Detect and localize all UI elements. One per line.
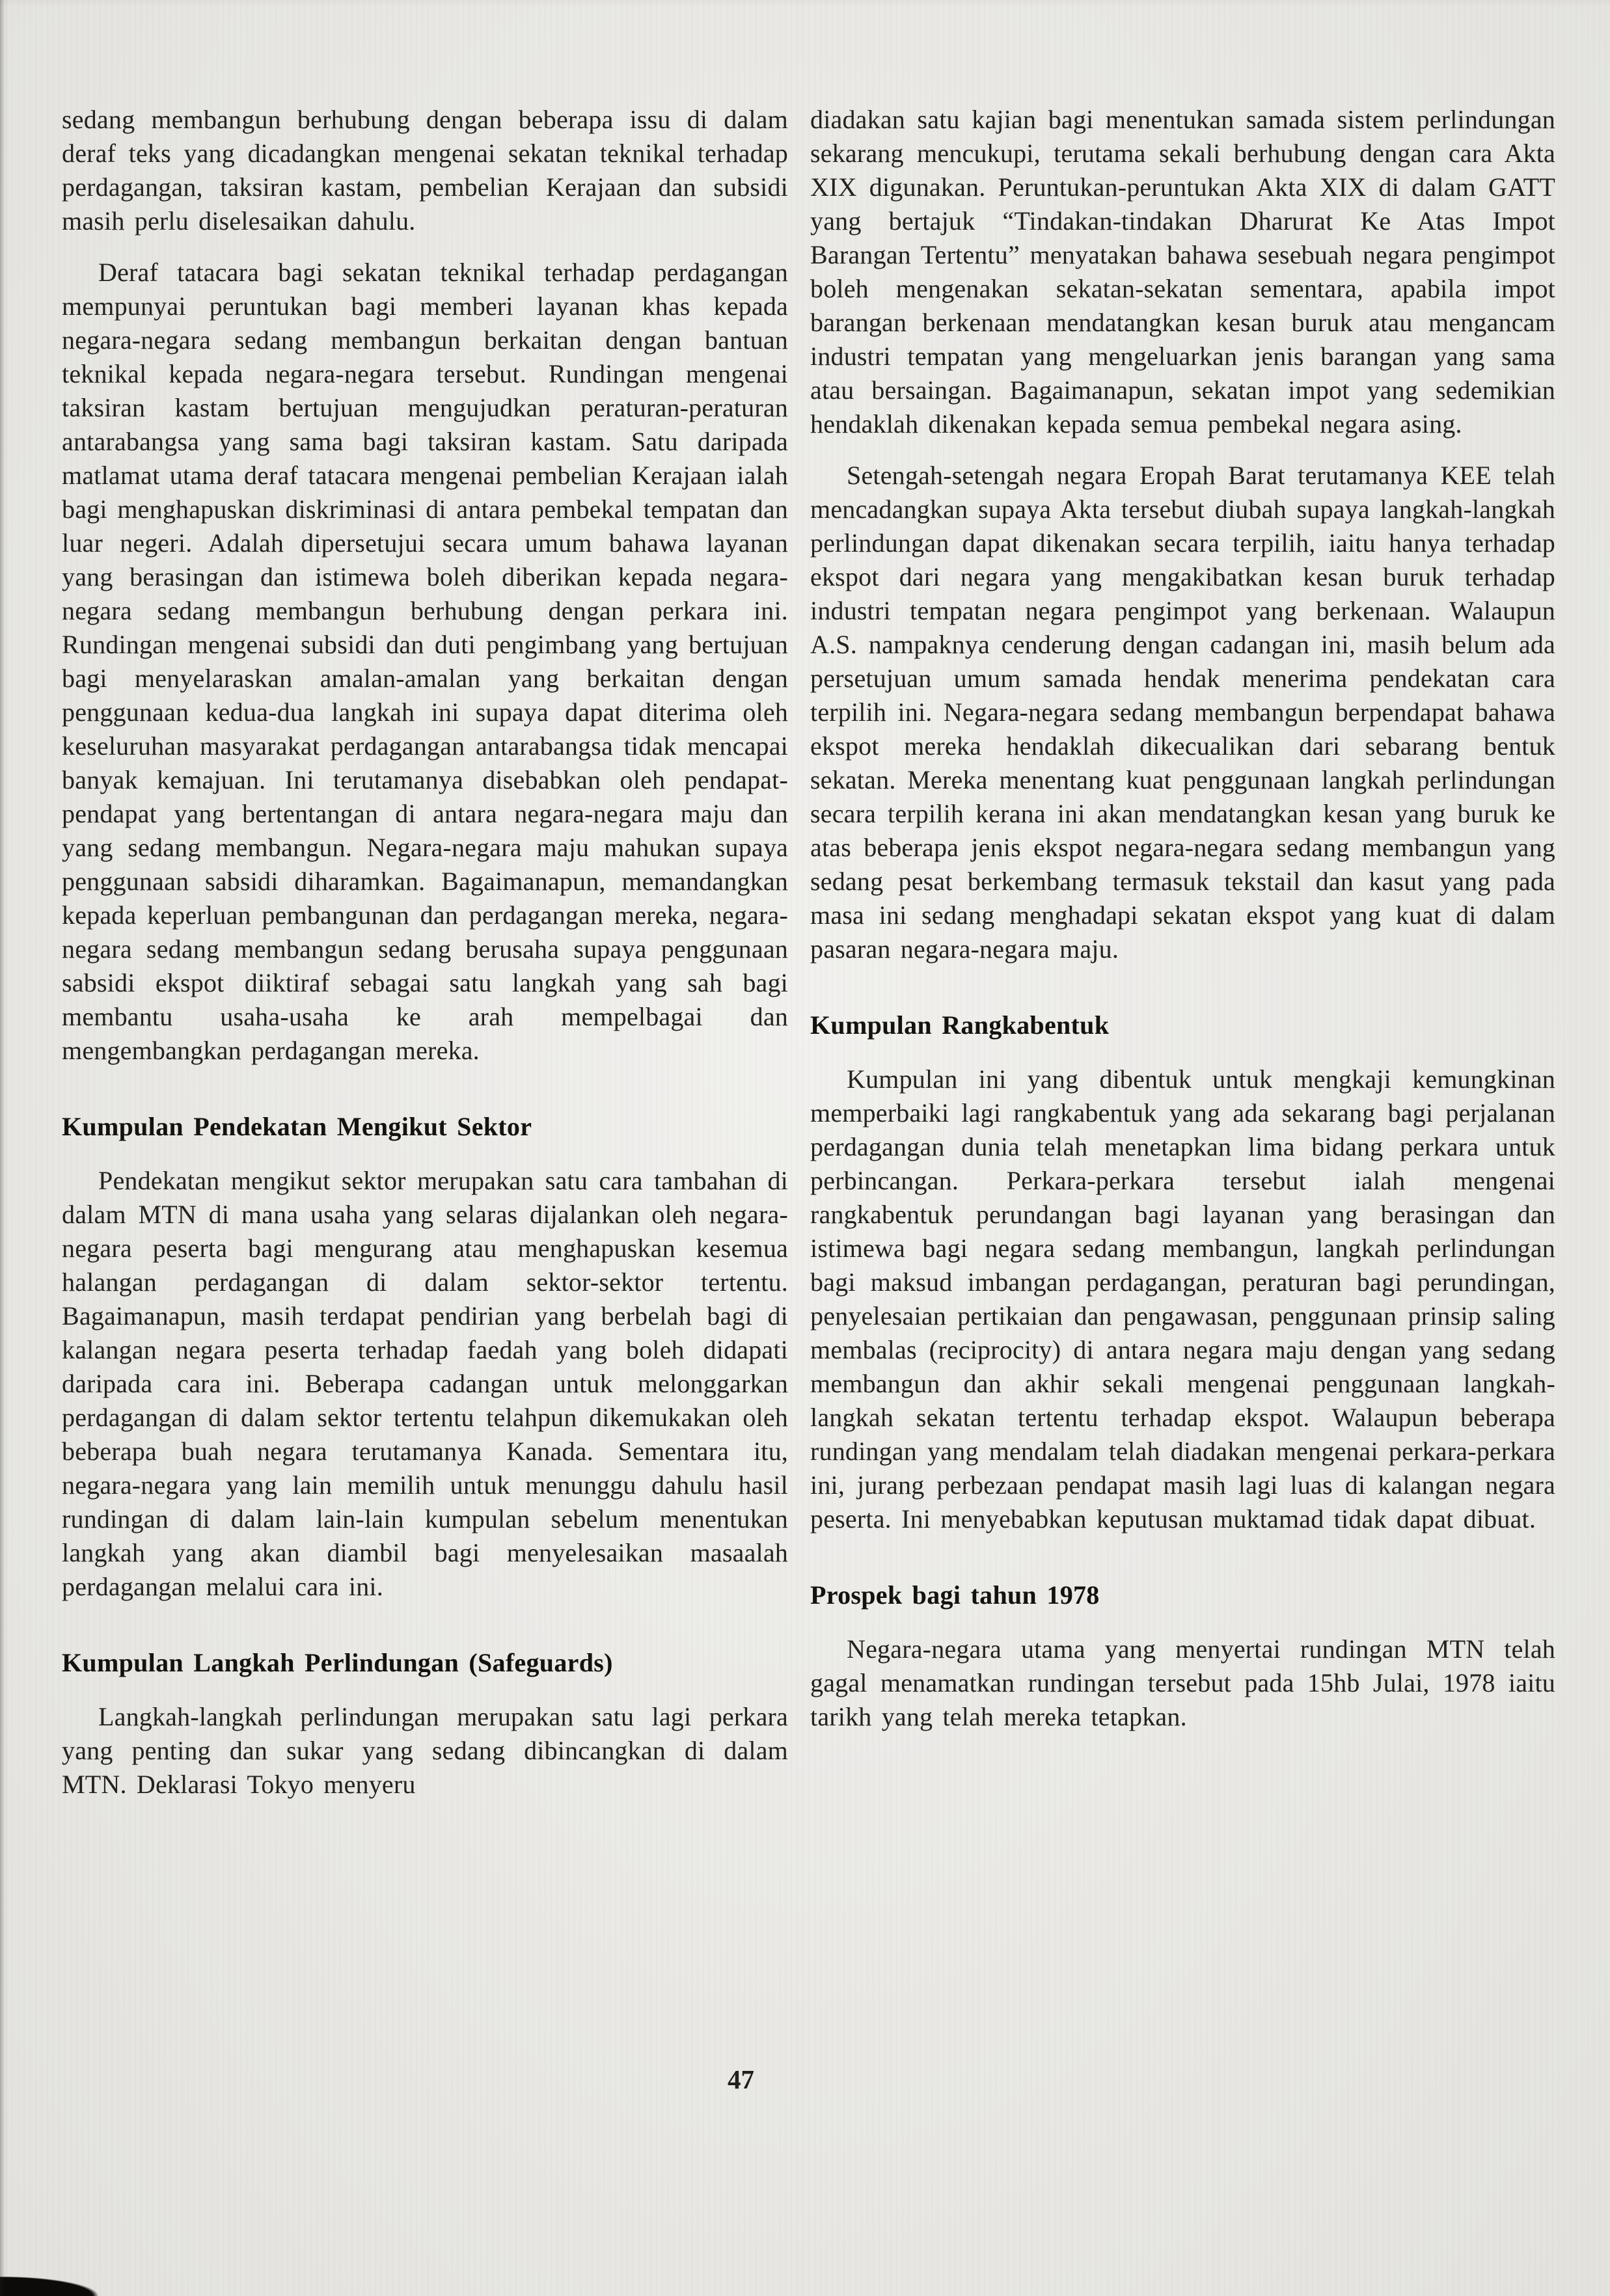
body-paragraph: sedang membangun berhubung dengan beberapa issu di dalam deraf teks yang dicadangkan mengenai sekatan teknikal terhadap perdagangan, taksiran kastam, pembelian Kerajaan dan subsidi masih perlu diselesaikan dahulu. bbox=[62, 105, 788, 236]
section-heading: Prospek bagi tahun 1978 bbox=[810, 1580, 1100, 1610]
body-paragraph: Negara-negara utama yang menyertai rundingan MTN telah gagal menamatkan rundingan tersebut pada 15hb Julai, 1978 iaitu tarikh yang telah mereka tetapkan. bbox=[810, 1634, 1555, 1731]
body-paragraph: diadakan satu kajian bagi menentukan samada sistem perlindungan sekarang mencukupi, terutama sekali berhubung dengan cara Akta XIX digunakan. Peruntukan-peruntukan Akta XIX di dalam GATT yang bertajuk “Tindakan-tindakan Dharurat Ke Atas Impot Barangan Tertentu” menyatakan bahawa sesebuah negara pengimpot boleh mengenakan sekatan-sekatan sementara, apabila impot barangan berkenaan mendatangkan kesan buruk atau mengancam industri tempatan yang mengeluarkan jenis barangan yang sama atau bersaingan. Bagaimanapun, sekatan impot yang sedemikian hendaklah dikenakan kepada semua pembekal negara asing. bbox=[810, 105, 1555, 439]
page-body bbox=[62, 103, 1555, 1802]
page-number: 47 bbox=[728, 2064, 754, 2094]
scan-artifact-bottom-left bbox=[0, 2266, 150, 2296]
body-paragraph: Setengah-setengah negara Eropah Barat terutamanya KEE telah mencadangkan supaya Akta tersebut diubah supaya langkah-langkah perlindungan dapat dikenakan secara terpilih, iaitu hanya terhadap ekspot dari negara yang mengakibatkan kesan buruk terhadap industri tempatan negara pengimpot yang berkenaan. Walaupun A.S. nampaknya cenderung dengan cadangan ini, masih belum ada persetujuan umum samada hendak menerima pendekatan cara terpilih ini. Negara-negara sedang membangun berpendapat bahawa ekspot mereka hendaklah dikecualikan dari sebarang bentuk sekatan. Mereka menentang kuat penggunaan langkah perlindungan secara terpilih kerana ini akan mendatangkan kesan yang buruk ke atas beberapa jenis ekspot negara-negara sedang membangun yang sedang pesat berkembang termasuk tekstail dan kasut yang pada masa ini sedang menghadapi sekatan ekspot yang kuat di dalam pasaran negara-negara maju. bbox=[810, 461, 1555, 964]
left-column bbox=[62, 103, 788, 1802]
section-heading: Kumpulan Pendekatan Mengikut Sektor bbox=[62, 1112, 532, 1141]
body-paragraph: Deraf tatacara bagi sekatan teknikal terhadap perdagangan mempunyai peruntukan bagi memberi layanan khas kepada negara-negara sedang membangun berkaitan dengan bantuan teknikal kepada negara-negara tersebut. Rundingan mengenai taksiran kastam bertujuan mengujudkan peraturan-peraturan antarabangsa yang sama bagi taksiran kastam. Satu daripada matlamat utama deraf tatacara mengenai pembelian Kerajaan ialah bagi menghapuskan diskriminasi di antara pembekal tempatan dan luar negeri. Adalah dipersetujui secara umum bahawa layanan yang berasingan dan istimewa boleh diberikan kepada negara-negara sedang membangun berhubung dengan perkara ini. Rundingan mengenai subsidi dan duti pengimbang yang bertujuan bagi menyelaraskan amalan-amalan yang berkaitan dengan penggunaan kedua-dua langkah ini supaya dapat diterima oleh keseluruhan masyarakat perdagangan antarabangsa tidak mencapai banyak kemajuan. Ini terutamanya disebabkan oleh pendapat-pendapat yang bertentangan di antara negara-negara maju dan yang sedang membangun. Negara-negara maju mahukan supaya penggunaan sabsidi diharamkan. Bagaimanapun, memandangkan kepada keperluan pembangunan dan perdagangan mereka, negara-negara sedang membangun sedang berusaha supaya penggunaan sabsidi ekspot diiktiraf sebagai satu langkah yang sah bagi membantu usaha-usaha ke arah mempelbagai dan mengembangkan perdagangan mereka. bbox=[62, 258, 788, 1065]
section-heading: Kumpulan Langkah Perlindungan (Safeguards) bbox=[62, 1648, 613, 1677]
body-paragraph: Langkah-langkah perlindungan merupakan satu lagi perkara yang penting dan sukar yang sedang dibincangkan di dalam MTN. Deklarasi Tokyo menyeru bbox=[62, 1702, 788, 1799]
right-column bbox=[810, 103, 1555, 1802]
section-heading: Kumpulan Rangkabentuk bbox=[810, 1010, 1110, 1040]
body-paragraph: Kumpulan ini yang dibentuk untuk mengkaji kemungkinan memperbaiki lagi rangkabentuk yang ada sekarang bagi perjalanan perdagangan dunia telah menetapkan lima bidang perkara untuk perbincangan. Perkara-perkara tersebut ialah mengenai rangkabentuk perundangan bagi layanan yang berasingan dan istimewa bagi negara sedang membangun, langkah perlindungan bagi maksud imbangan perdagangan, peraturan bagi perundingan, penyelesaian pertikaian dan pengawasan, penggunaan prinsip saling membalas (reciprocity) di antara negara maju dengan yang sedang membangun dan akhir sekali mengenai penggunaan langkah-langkah sekatan tertentu terhadap ekspot. Walaupun beberapa rundingan yang mendalam telah diadakan mengenai perkara-perkara ini, jurang perbezaan pendapat masih lagi luas di kalangan negara peserta. Ini menyebabkan keputusan muktamad tidak dapat dibuat. bbox=[810, 1064, 1555, 1533]
body-paragraph: Pendekatan mengikut sektor merupakan satu cara tambahan di dalam MTN di mana usaha yang selaras dijalankan oleh negara-negara peserta bagi mengurang atau menghapuskan kesemua halangan perdagangan di dalam sektor-sektor tertentu. Bagaimanapun, masih terdapat pendirian yang berbelah bagi di kalangan negara peserta terhadap faedah yang boleh didapati daripada cara ini. Beberapa cadangan untuk melonggarkan perdagangan di dalam sektor tertentu telahpun dikemukakan oleh beberapa buah negara terutamanya Kanada. Sementara itu, negara-negara yang lain memilih untuk menunggu dahulu hasil rundingan di dalam lain-lain kumpulan sebelum menentukan langkah yang akan diambil bagi menyelesaikan masaalah perdagangan melalui cara ini. bbox=[62, 1166, 788, 1601]
scan-edge-shadow bbox=[0, 0, 5, 2296]
